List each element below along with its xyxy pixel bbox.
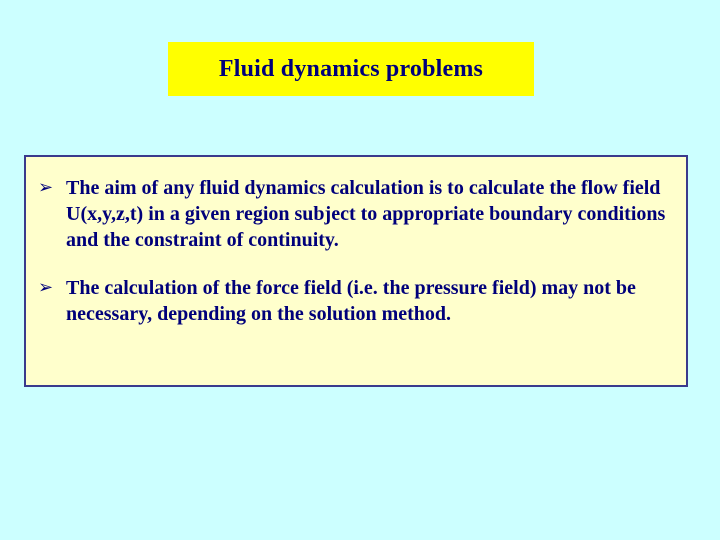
content-box [24,155,688,387]
arrowhead-bullet-icon: ➢ [38,277,54,298]
bullet-text: The aim of any fluid dynamics calculation is to calculate the flow field U(x,y,z,t) in a given region subject to appropriate boundary conditions and the constraint of continuity. [66,177,666,251]
bullet-text: The calculation of the force field (i.e. the pressure field) may not be necessary, depending on the solution method. [66,277,636,325]
bullet-item [38,275,678,327]
title-box [168,42,534,96]
bullet-list [38,175,678,349]
slide-title: Fluid dynamics problems [218,55,484,82]
bullet-item [38,175,678,253]
arrowhead-bullet-icon: ➢ [38,177,54,198]
